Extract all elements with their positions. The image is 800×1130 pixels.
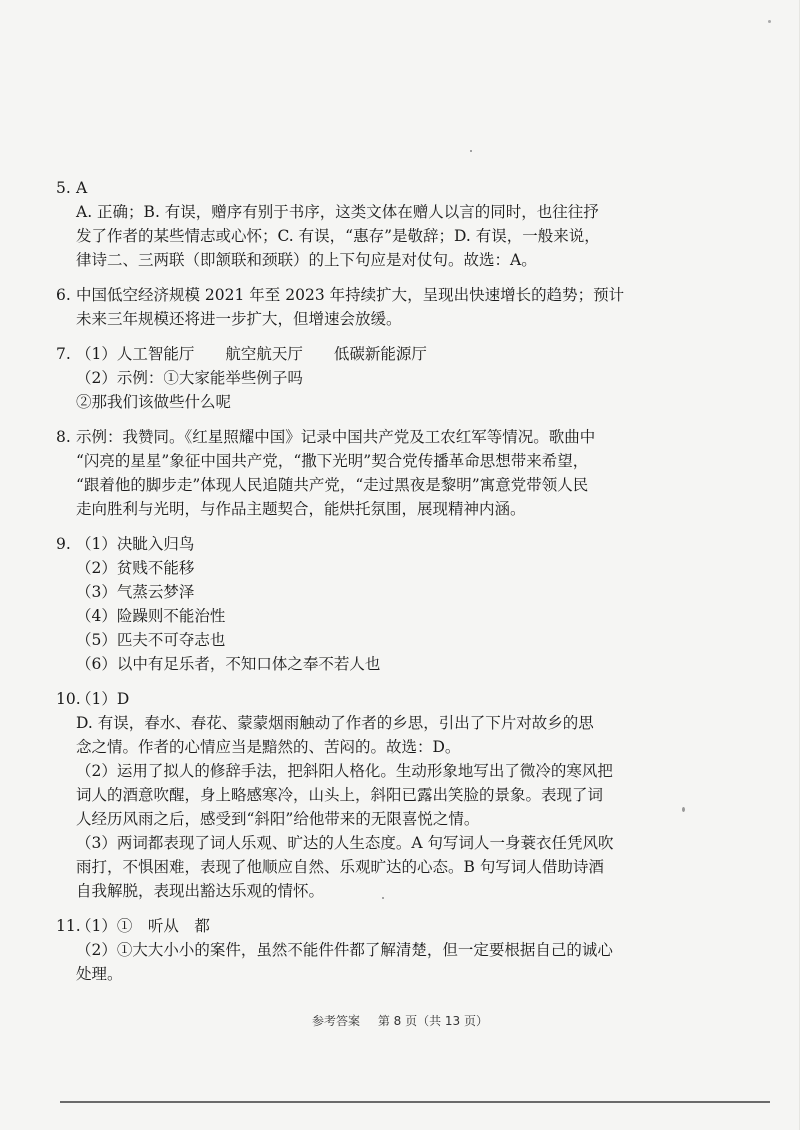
question-number: 8. <box>56 428 71 446</box>
answer-line: 未来三年规模还将进一步扩大，但增速会放缓。 <box>76 310 402 328</box>
answer-line: 处理。 <box>76 965 123 983</box>
question-number: 5. <box>56 179 71 197</box>
question-number: 11. <box>56 917 81 935</box>
answer-line: 走向胜利与光明，与作品主题契合，能烘托氛围，展现精神内涵。 <box>76 500 526 518</box>
question-7 <box>56 342 756 414</box>
answer-line: “闪亮的星星”象征中国共产党，“撒下光明”契合党传播革命思想带来希望， <box>76 452 589 470</box>
answer-line: （1）人工智能厅 航空航天厅 低碳新能源厅 <box>76 345 427 363</box>
answer-line: 念之情。作者的心情应当是黯然的、苦闷的。故选：D。 <box>76 738 461 756</box>
answer-line: （2）运用了拟人的修辞手法，把斜阳人格化。生动形象地写出了微冷的寒风把 <box>76 762 613 780</box>
answer-line: D. 有误，春水、春花、蒙蒙烟雨触动了作者的乡思，引出了下片对故乡的思 <box>76 714 594 732</box>
answer-line: 人经历风雨之后，感受到“斜阳”给他带来的无限喜悦之情。 <box>76 810 480 828</box>
question-number: 10. <box>56 690 81 708</box>
answer-line: 中国低空经济规模 2021 年至 2023 年持续扩大，呈现出快速增长的趋势；预计 <box>76 286 625 304</box>
question-9 <box>56 532 756 676</box>
answer-line: （3）两词都表现了词人乐观、旷达的人生态度。A 句写词人一身蓑衣任凭风吹 <box>76 834 614 852</box>
answer-line: （6）以中有足乐者，不知口体之奉不若人也 <box>76 655 381 673</box>
answer-line: 词人的酒意吹醒，身上略感寒冷，山头上，斜阳已露出笑脸的景象。表现了词 <box>76 786 604 804</box>
answer-line: （2）示例：①大家能举些例子吗 <box>76 369 303 387</box>
answer-line: A <box>76 179 88 197</box>
page-footer <box>0 1012 800 1029</box>
question-5 <box>56 176 756 272</box>
answer-list <box>56 176 756 986</box>
answer-line: （4）险躁则不能治性 <box>76 607 226 625</box>
answer-line: （1）① 听从 都 <box>76 917 210 935</box>
question-10 <box>56 687 756 903</box>
question-6 <box>56 283 756 331</box>
answer-line: “跟着他的脚步走”体现人民追随共产党，“走过黑夜是黎明”寓意党带领人民 <box>76 476 589 494</box>
answer-line: （1）D <box>76 690 130 708</box>
footer-label: 参考答案 <box>311 1014 360 1028</box>
footer-page-number: 第 8 页（共 13 页） <box>377 1014 488 1028</box>
question-8 <box>56 425 756 521</box>
question-11 <box>56 914 756 986</box>
answer-line: 示例：我赞同。《红星照耀中国》记录中国共产党及工农红军等情况。歌曲中 <box>76 428 596 446</box>
question-number: 6. <box>56 286 71 304</box>
answer-line: A. 正确；B. 有误，赠序有别于书序，这类文体在赠人以言的同时，也往往抒 <box>76 203 599 221</box>
bottom-rule <box>60 1101 770 1103</box>
answer-line: （2）①大大小小的案件，虽然不能件件都了解清楚，但一定要根据自己的诚心 <box>76 941 613 959</box>
answer-line: 律诗二、三两联（即颔联和颈联）的上下句应是对仗句。故选：A。 <box>76 251 537 269</box>
scan-speck <box>470 150 472 152</box>
question-number: 7. <box>56 345 71 363</box>
answer-line: （1）决眦入归鸟 <box>76 535 195 553</box>
answer-line: 雨打，不惧困难，表现了他顺应自然、乐观旷达的心态。B 句写词人借助诗酒 <box>76 858 604 876</box>
answer-line: 自我解脱，表现出豁达乐观的情怀。 <box>76 882 325 900</box>
question-number: 9. <box>56 535 71 553</box>
answer-line: ②那我们该做些什么呢 <box>76 393 232 411</box>
answer-line: （3）气蒸云梦泽 <box>76 583 195 601</box>
scan-speck <box>768 20 771 23</box>
answer-line: （5）匹夫不可夺志也 <box>76 631 226 649</box>
answer-line: （2）贫贱不能移 <box>76 559 195 577</box>
answer-line: 发了作者的某些情志或心怀；C. 有误，“惠存”是敬辞；D. 有误，一般来说， <box>76 227 600 245</box>
